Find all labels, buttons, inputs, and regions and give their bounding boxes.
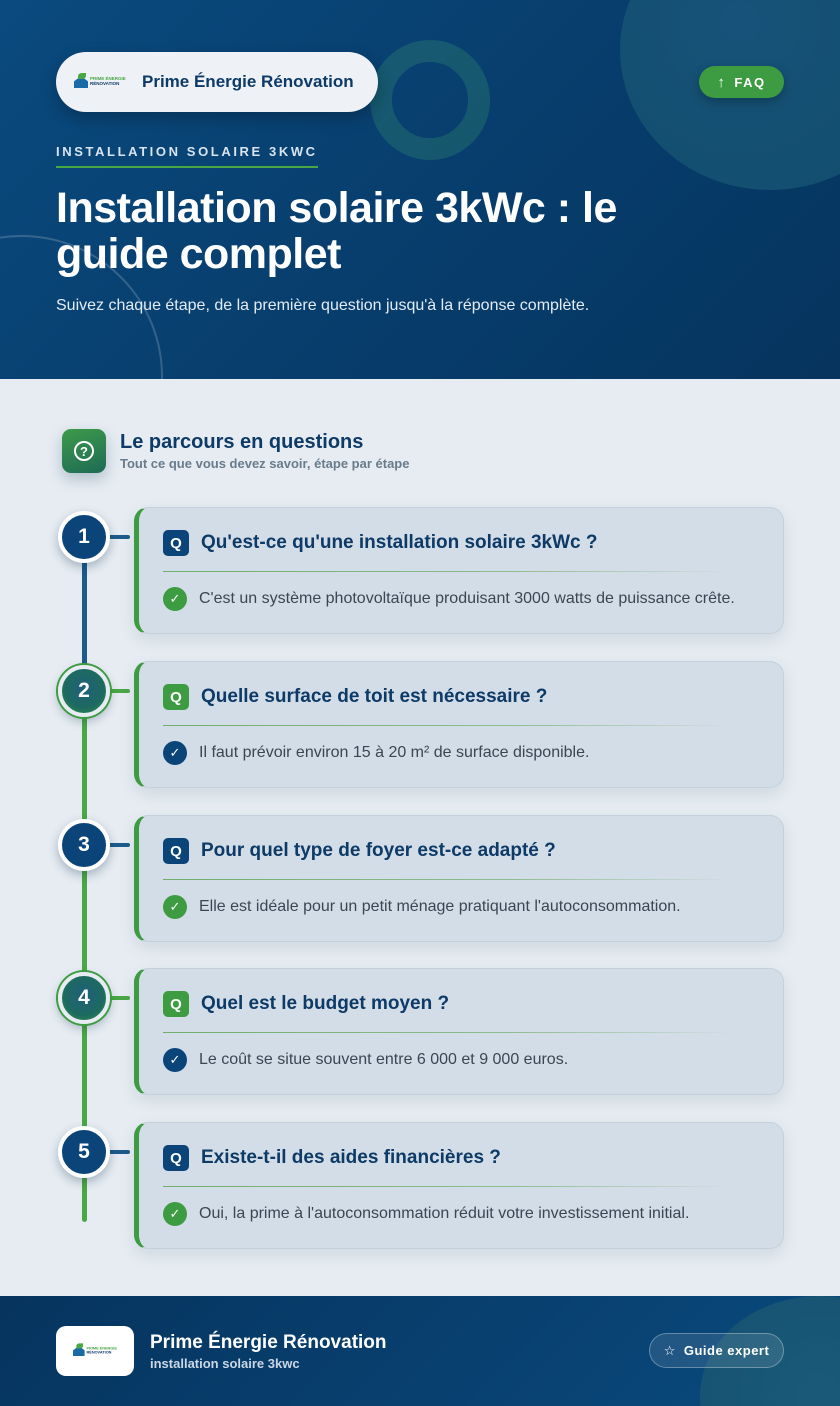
timeline-line bbox=[82, 560, 87, 668]
answer-text: Le coût se situe souvent entre 6 000 et 9 000 euros. bbox=[199, 1051, 569, 1068]
step-number-5: 5 bbox=[58, 1126, 110, 1178]
answer-text: Oui, la prime à l'autoconsommation réduit votre investissement initial. bbox=[199, 1205, 690, 1222]
section-title: Le parcours en questions bbox=[120, 431, 364, 453]
footer-logo[interactable] bbox=[56, 1326, 134, 1376]
section-subtitle: Tout ce que vous devez savoir, étape par étape bbox=[120, 456, 410, 471]
brand-logo-icon: PRIME ÉNERGIE RÉNOVATION bbox=[73, 1343, 117, 1358]
eyebrow-label: INSTALLATION SOLAIRE 3KWC bbox=[56, 144, 318, 168]
footer-brand-name: Prime Énergie Rénovation bbox=[150, 1332, 387, 1353]
arrow-up-icon: ↑ bbox=[717, 73, 727, 91]
decorative-ring bbox=[370, 40, 490, 160]
step-connector bbox=[108, 996, 130, 1000]
footer bbox=[0, 1296, 840, 1406]
step-card-4[interactable] bbox=[134, 968, 784, 1095]
divider bbox=[163, 1186, 733, 1187]
answer-text: C'est un système photovoltaïque produisant 3000 watts de puissance crête. bbox=[199, 590, 735, 607]
answer-text: Il faut prévoir environ 15 à 20 m² de surface disponible. bbox=[199, 744, 590, 761]
step-connector bbox=[108, 535, 130, 539]
brand-logo-icon: PRIME ÉNERGIE RÉNOVATION bbox=[74, 73, 126, 91]
question-text: Qu'est-ce qu'une installation solaire 3kWc ? bbox=[201, 532, 598, 553]
question-text: Existe-t-il des aides financières ? bbox=[201, 1147, 501, 1168]
divider bbox=[163, 879, 733, 880]
guide-expert-button[interactable] bbox=[649, 1333, 784, 1368]
star-icon: ☆ bbox=[663, 1342, 676, 1358]
divider bbox=[163, 725, 733, 726]
question-text: Pour quel type de foyer est-ce adapté ? bbox=[201, 840, 556, 861]
question-circle-icon: ? bbox=[62, 429, 106, 473]
page-title: Installation solaire 3kWc : le guide complet bbox=[56, 184, 617, 278]
check-icon: ✓ bbox=[163, 895, 187, 919]
step-card-3[interactable] bbox=[134, 815, 784, 942]
page-subtitle: Suivez chaque étape, de la première question jusqu'à la réponse complète. bbox=[56, 297, 590, 314]
brand-pill[interactable] bbox=[56, 52, 378, 112]
faq-label: FAQ bbox=[734, 74, 766, 90]
step-card-5[interactable] bbox=[134, 1122, 784, 1249]
guide-expert-label: Guide expert bbox=[683, 1343, 770, 1358]
faq-button[interactable] bbox=[699, 66, 784, 98]
step-number-4: 4 bbox=[58, 972, 110, 1024]
step-card-1[interactable] bbox=[134, 507, 784, 634]
step-number-3: 3 bbox=[58, 819, 110, 871]
step-number-2: 2 bbox=[58, 665, 110, 717]
question-text: Quel est le budget moyen ? bbox=[201, 993, 450, 1014]
step-connector bbox=[108, 689, 130, 693]
question-badge: Q bbox=[163, 1145, 189, 1171]
footer-subtitle: installation solaire 3kwc bbox=[150, 1356, 300, 1371]
question-badge: Q bbox=[163, 991, 189, 1017]
question-badge: Q bbox=[163, 838, 189, 864]
step-connector bbox=[108, 1150, 130, 1154]
check-icon: ✓ bbox=[163, 1202, 187, 1226]
check-icon: ✓ bbox=[163, 1048, 187, 1072]
answer-text: Elle est idéale pour un petit ménage pratiquant l'autoconsommation. bbox=[199, 898, 681, 915]
hero-banner bbox=[0, 0, 840, 379]
question-badge: Q bbox=[163, 530, 189, 556]
brand-name: Prime Énergie Rénovation bbox=[142, 72, 354, 91]
step-connector bbox=[108, 843, 130, 847]
check-icon: ✓ bbox=[163, 741, 187, 765]
check-icon: ✓ bbox=[163, 587, 187, 611]
step-card-2[interactable] bbox=[134, 661, 784, 788]
step-number-1: 1 bbox=[58, 511, 110, 563]
divider bbox=[163, 571, 733, 572]
question-text: Quelle surface de toit est nécessaire ? bbox=[201, 686, 548, 707]
divider bbox=[163, 1032, 733, 1033]
question-badge: Q bbox=[163, 684, 189, 710]
